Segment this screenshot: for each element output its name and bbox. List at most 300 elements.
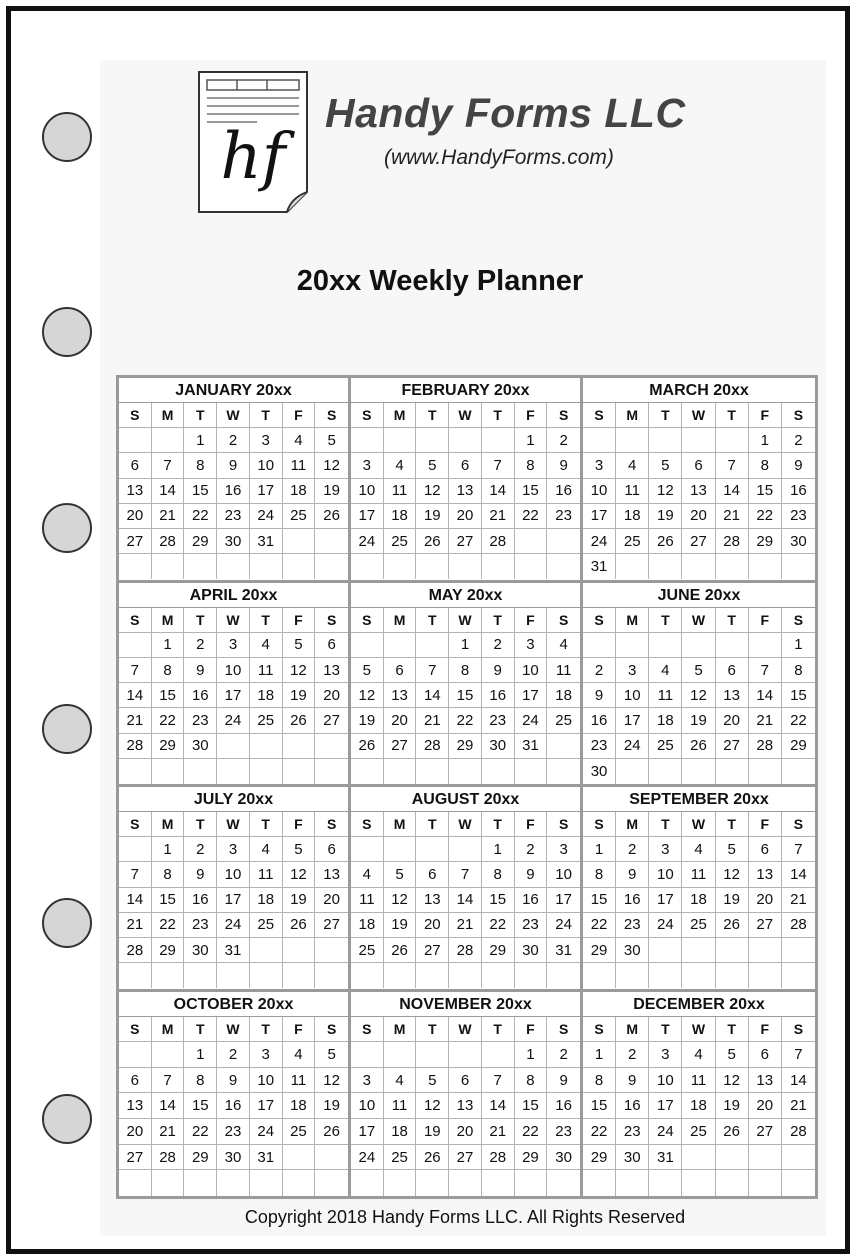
day-cell: 27 (449, 1145, 482, 1171)
day-cell: 17 (217, 683, 250, 708)
empty-day-cell (250, 938, 283, 963)
day-cell: 4 (682, 837, 715, 862)
day-cell: 1 (583, 837, 616, 862)
day-cell: 31 (250, 1145, 283, 1171)
empty-day-cell (616, 554, 649, 579)
day-cell: 23 (616, 913, 649, 938)
day-cell: 8 (184, 453, 217, 478)
day-cell: 8 (152, 862, 185, 887)
empty-day-cell (184, 963, 217, 988)
day-cell: 23 (217, 1119, 250, 1145)
day-cell: 18 (250, 683, 283, 708)
day-cell: 29 (515, 1145, 548, 1171)
weekday-header: T (716, 403, 749, 428)
day-cell: 14 (449, 888, 482, 913)
empty-day-cell (716, 633, 749, 658)
day-cell: 28 (782, 1119, 815, 1145)
day-cell: 25 (682, 913, 715, 938)
weekday-header: S (315, 403, 348, 428)
binder-hole (42, 704, 92, 754)
day-cell: 14 (416, 683, 449, 708)
day-cell: 17 (250, 479, 283, 504)
day-cell: 11 (351, 888, 384, 913)
weekday-header: T (416, 608, 449, 633)
day-cell: 4 (547, 633, 580, 658)
day-cell: 1 (482, 837, 515, 862)
day-cell: 15 (515, 1093, 548, 1119)
day-cell: 18 (682, 888, 715, 913)
empty-day-cell (482, 759, 515, 784)
day-cell: 4 (384, 453, 417, 478)
empty-day-cell (583, 428, 616, 453)
day-cell: 16 (616, 1093, 649, 1119)
day-cell: 2 (482, 633, 515, 658)
day-cell: 9 (184, 658, 217, 683)
day-cell: 27 (749, 1119, 782, 1145)
day-cell: 18 (547, 683, 580, 708)
day-cell: 21 (716, 504, 749, 529)
weekday-header: T (416, 1017, 449, 1043)
day-cell: 30 (616, 1145, 649, 1171)
day-cell: 12 (384, 888, 417, 913)
month-calendar (583, 787, 815, 992)
empty-day-cell (250, 759, 283, 784)
day-cell: 28 (482, 1145, 515, 1171)
empty-day-cell (482, 1042, 515, 1068)
day-cell: 30 (583, 759, 616, 784)
day-cell: 20 (384, 708, 417, 733)
day-cell: 5 (283, 633, 316, 658)
day-cell: 17 (547, 888, 580, 913)
day-cell: 6 (749, 1042, 782, 1068)
weekday-header: W (217, 403, 250, 428)
empty-day-cell (782, 554, 815, 579)
day-cell: 25 (384, 1145, 417, 1171)
weekday-header: S (351, 608, 384, 633)
empty-day-cell (482, 963, 515, 988)
empty-day-cell (283, 938, 316, 963)
empty-day-cell (449, 1042, 482, 1068)
day-cell: 6 (315, 633, 348, 658)
weekday-header: T (250, 812, 283, 837)
day-cell: 28 (119, 734, 152, 759)
day-cell: 3 (250, 428, 283, 453)
day-cell: 17 (616, 708, 649, 733)
day-cell: 26 (716, 913, 749, 938)
weekday-header: T (482, 403, 515, 428)
empty-day-cell (449, 759, 482, 784)
empty-day-cell (351, 1170, 384, 1196)
empty-day-cell (351, 837, 384, 862)
day-cell: 28 (416, 734, 449, 759)
day-cell: 1 (184, 428, 217, 453)
day-cell: 13 (119, 1093, 152, 1119)
day-cell: 5 (416, 453, 449, 478)
day-cell: 5 (682, 658, 715, 683)
day-cell: 12 (283, 658, 316, 683)
empty-day-cell (283, 554, 316, 579)
day-cell: 4 (351, 862, 384, 887)
weekday-header: W (449, 1017, 482, 1043)
day-cell: 20 (119, 504, 152, 529)
weekday-header: T (184, 608, 217, 633)
day-cell: 7 (716, 453, 749, 478)
day-cell: 27 (716, 734, 749, 759)
weekday-header: F (283, 608, 316, 633)
day-cell: 21 (152, 504, 185, 529)
empty-day-cell (217, 963, 250, 988)
month-calendar (583, 583, 815, 788)
day-cell: 13 (749, 862, 782, 887)
empty-day-cell (152, 1170, 185, 1196)
empty-day-cell (515, 759, 548, 784)
day-cell: 18 (351, 913, 384, 938)
day-cell: 9 (547, 453, 580, 478)
company-name: Handy Forms LLC (325, 90, 686, 136)
month-calendar (119, 378, 351, 583)
day-cell: 12 (315, 1068, 348, 1094)
weekday-header: M (152, 1017, 185, 1043)
weekday-header: S (547, 608, 580, 633)
day-cell: 10 (351, 479, 384, 504)
day-cell: 12 (682, 683, 715, 708)
day-cell: 3 (351, 1068, 384, 1094)
month-title: FEBRUARY 20xx (351, 378, 580, 403)
weekday-header: F (749, 403, 782, 428)
day-cell: 17 (649, 1093, 682, 1119)
empty-day-cell (449, 1170, 482, 1196)
empty-day-cell (749, 554, 782, 579)
day-cell: 4 (250, 633, 283, 658)
empty-day-cell (547, 963, 580, 988)
day-cell: 5 (716, 837, 749, 862)
empty-day-cell (782, 963, 815, 988)
month-day-grid (351, 403, 580, 580)
empty-day-cell (119, 963, 152, 988)
day-cell: 2 (217, 1042, 250, 1068)
day-cell: 25 (250, 708, 283, 733)
empty-day-cell (449, 554, 482, 579)
day-cell: 21 (119, 913, 152, 938)
weekday-header: S (315, 1017, 348, 1043)
weekday-header: M (384, 812, 417, 837)
day-cell: 15 (583, 1093, 616, 1119)
day-cell: 1 (152, 633, 185, 658)
day-cell: 5 (315, 428, 348, 453)
weekday-header: T (250, 608, 283, 633)
day-cell: 5 (716, 1042, 749, 1068)
day-cell: 1 (782, 633, 815, 658)
empty-day-cell (749, 633, 782, 658)
day-cell: 29 (583, 938, 616, 963)
day-cell: 31 (217, 938, 250, 963)
day-cell: 6 (119, 453, 152, 478)
day-cell: 29 (482, 938, 515, 963)
day-cell: 5 (416, 1068, 449, 1094)
weekday-header: M (616, 403, 649, 428)
weekday-header: F (749, 812, 782, 837)
empty-day-cell (315, 734, 348, 759)
day-cell: 27 (119, 1145, 152, 1171)
empty-day-cell (583, 963, 616, 988)
day-cell: 7 (782, 837, 815, 862)
day-cell: 25 (649, 734, 682, 759)
empty-day-cell (649, 938, 682, 963)
day-cell: 24 (616, 734, 649, 759)
weekday-header: F (515, 1017, 548, 1043)
empty-day-cell (716, 1145, 749, 1171)
month-calendar (583, 378, 815, 583)
empty-day-cell (119, 1042, 152, 1068)
empty-day-cell (547, 554, 580, 579)
day-cell: 26 (351, 734, 384, 759)
month-calendar (351, 992, 583, 1197)
weekday-header: S (782, 812, 815, 837)
weekday-header: W (682, 1017, 715, 1043)
day-cell: 7 (482, 453, 515, 478)
day-cell: 26 (315, 504, 348, 529)
day-cell: 30 (217, 529, 250, 554)
day-cell: 8 (583, 1068, 616, 1094)
day-cell: 22 (184, 504, 217, 529)
day-cell: 3 (649, 1042, 682, 1068)
day-cell: 21 (119, 708, 152, 733)
empty-day-cell (351, 428, 384, 453)
day-cell: 28 (152, 1145, 185, 1171)
day-cell: 30 (184, 938, 217, 963)
empty-day-cell (416, 963, 449, 988)
day-cell: 30 (217, 1145, 250, 1171)
day-cell: 10 (583, 479, 616, 504)
empty-day-cell (682, 759, 715, 784)
day-cell: 11 (250, 658, 283, 683)
day-cell: 18 (682, 1093, 715, 1119)
empty-day-cell (384, 554, 417, 579)
weekday-header: M (384, 1017, 417, 1043)
day-cell: 27 (682, 529, 715, 554)
day-cell: 17 (515, 683, 548, 708)
day-cell: 4 (283, 428, 316, 453)
day-cell: 20 (449, 504, 482, 529)
day-cell: 8 (449, 658, 482, 683)
month-day-grid (119, 812, 348, 989)
day-cell: 17 (351, 1119, 384, 1145)
weekday-header: S (351, 403, 384, 428)
day-cell: 12 (716, 862, 749, 887)
day-cell: 20 (682, 504, 715, 529)
day-cell: 28 (716, 529, 749, 554)
day-cell: 2 (217, 428, 250, 453)
day-cell: 6 (449, 453, 482, 478)
day-cell: 24 (547, 913, 580, 938)
month-title: NOVEMBER 20xx (351, 992, 580, 1017)
empty-day-cell (283, 734, 316, 759)
day-cell: 21 (749, 708, 782, 733)
day-cell: 13 (682, 479, 715, 504)
day-cell: 27 (119, 529, 152, 554)
empty-day-cell (782, 938, 815, 963)
empty-day-cell (250, 963, 283, 988)
empty-day-cell (283, 1170, 316, 1196)
day-cell: 27 (749, 913, 782, 938)
weekday-header: M (384, 608, 417, 633)
month-calendar (351, 583, 583, 788)
weekday-header: T (716, 1017, 749, 1043)
weekday-header: S (583, 403, 616, 428)
day-cell: 9 (217, 1068, 250, 1094)
weekday-header: S (583, 812, 616, 837)
empty-day-cell (649, 1170, 682, 1196)
empty-day-cell (682, 963, 715, 988)
month-calendar (119, 992, 351, 1197)
weekday-header: S (547, 812, 580, 837)
day-cell: 22 (515, 504, 548, 529)
day-cell: 29 (449, 734, 482, 759)
month-day-grid (583, 812, 815, 989)
day-cell: 28 (482, 529, 515, 554)
weekday-header: F (749, 608, 782, 633)
day-cell: 3 (351, 453, 384, 478)
empty-day-cell (315, 938, 348, 963)
day-cell: 8 (152, 658, 185, 683)
empty-day-cell (649, 428, 682, 453)
empty-day-cell (283, 529, 316, 554)
day-cell: 19 (351, 708, 384, 733)
day-cell: 26 (283, 708, 316, 733)
empty-day-cell (119, 759, 152, 784)
day-cell: 6 (119, 1068, 152, 1094)
empty-day-cell (315, 529, 348, 554)
day-cell: 27 (416, 938, 449, 963)
weekday-header: T (716, 812, 749, 837)
empty-day-cell (449, 963, 482, 988)
day-cell: 5 (351, 658, 384, 683)
day-cell: 7 (119, 658, 152, 683)
day-cell: 6 (449, 1068, 482, 1094)
day-cell: 18 (616, 504, 649, 529)
day-cell: 24 (351, 529, 384, 554)
empty-day-cell (119, 428, 152, 453)
day-cell: 10 (649, 1068, 682, 1094)
day-cell: 5 (283, 837, 316, 862)
weekday-header: S (315, 608, 348, 633)
month-day-grid (351, 812, 580, 989)
day-cell: 30 (616, 938, 649, 963)
empty-day-cell (283, 1145, 316, 1171)
day-cell: 30 (782, 529, 815, 554)
binder-hole (42, 307, 92, 357)
day-cell: 23 (217, 504, 250, 529)
day-cell: 15 (583, 888, 616, 913)
day-cell: 16 (583, 708, 616, 733)
month-title: MAY 20xx (351, 583, 580, 608)
day-cell: 25 (283, 1119, 316, 1145)
day-cell: 19 (315, 1093, 348, 1119)
weekday-header: S (119, 812, 152, 837)
day-cell: 22 (583, 913, 616, 938)
day-cell: 14 (782, 1068, 815, 1094)
empty-day-cell (547, 759, 580, 784)
day-cell: 21 (782, 888, 815, 913)
empty-day-cell (384, 963, 417, 988)
day-cell: 23 (583, 734, 616, 759)
day-cell: 9 (184, 862, 217, 887)
day-cell: 9 (782, 453, 815, 478)
empty-day-cell (716, 938, 749, 963)
day-cell: 12 (649, 479, 682, 504)
day-cell: 8 (749, 453, 782, 478)
day-cell: 12 (351, 683, 384, 708)
day-cell: 8 (184, 1068, 217, 1094)
day-cell: 15 (482, 888, 515, 913)
empty-day-cell (616, 963, 649, 988)
month-day-grid (119, 608, 348, 785)
weekday-header: W (217, 608, 250, 633)
page-title: 20xx Weekly Planner (296, 265, 584, 297)
day-cell: 22 (583, 1119, 616, 1145)
day-cell: 1 (749, 428, 782, 453)
empty-day-cell (449, 837, 482, 862)
day-cell: 9 (547, 1068, 580, 1094)
weekday-header: S (119, 1017, 152, 1043)
weekday-header: W (682, 812, 715, 837)
month-calendar (351, 787, 583, 992)
day-cell: 2 (616, 837, 649, 862)
weekday-header: M (384, 403, 417, 428)
weekday-header: T (250, 403, 283, 428)
day-cell: 4 (649, 658, 682, 683)
empty-day-cell (547, 734, 580, 759)
day-cell: 2 (583, 658, 616, 683)
weekday-header: W (449, 403, 482, 428)
weekday-header: T (184, 812, 217, 837)
empty-day-cell (351, 633, 384, 658)
day-cell: 16 (184, 683, 217, 708)
day-cell: 4 (283, 1042, 316, 1068)
weekday-header: S (119, 608, 152, 633)
weekday-header: M (152, 812, 185, 837)
day-cell: 27 (449, 529, 482, 554)
empty-day-cell (749, 963, 782, 988)
day-cell: 31 (583, 554, 616, 579)
day-cell: 4 (250, 837, 283, 862)
day-cell: 15 (184, 1093, 217, 1119)
day-cell: 23 (547, 1119, 580, 1145)
weekday-header: T (482, 812, 515, 837)
day-cell: 19 (384, 913, 417, 938)
day-cell: 11 (682, 862, 715, 887)
day-cell: 9 (583, 683, 616, 708)
empty-day-cell (315, 554, 348, 579)
day-cell: 19 (283, 683, 316, 708)
day-cell: 22 (749, 504, 782, 529)
day-cell: 29 (583, 1145, 616, 1171)
company-logo-icon (197, 70, 309, 214)
day-cell: 19 (315, 479, 348, 504)
day-cell: 15 (152, 683, 185, 708)
day-cell: 6 (716, 658, 749, 683)
weekday-header: T (649, 812, 682, 837)
day-cell: 11 (250, 862, 283, 887)
empty-day-cell (583, 633, 616, 658)
weekday-header: T (416, 812, 449, 837)
day-cell: 25 (250, 913, 283, 938)
empty-day-cell (649, 554, 682, 579)
weekday-header: W (217, 1017, 250, 1043)
day-cell: 6 (749, 837, 782, 862)
empty-day-cell (515, 554, 548, 579)
day-cell: 3 (515, 633, 548, 658)
